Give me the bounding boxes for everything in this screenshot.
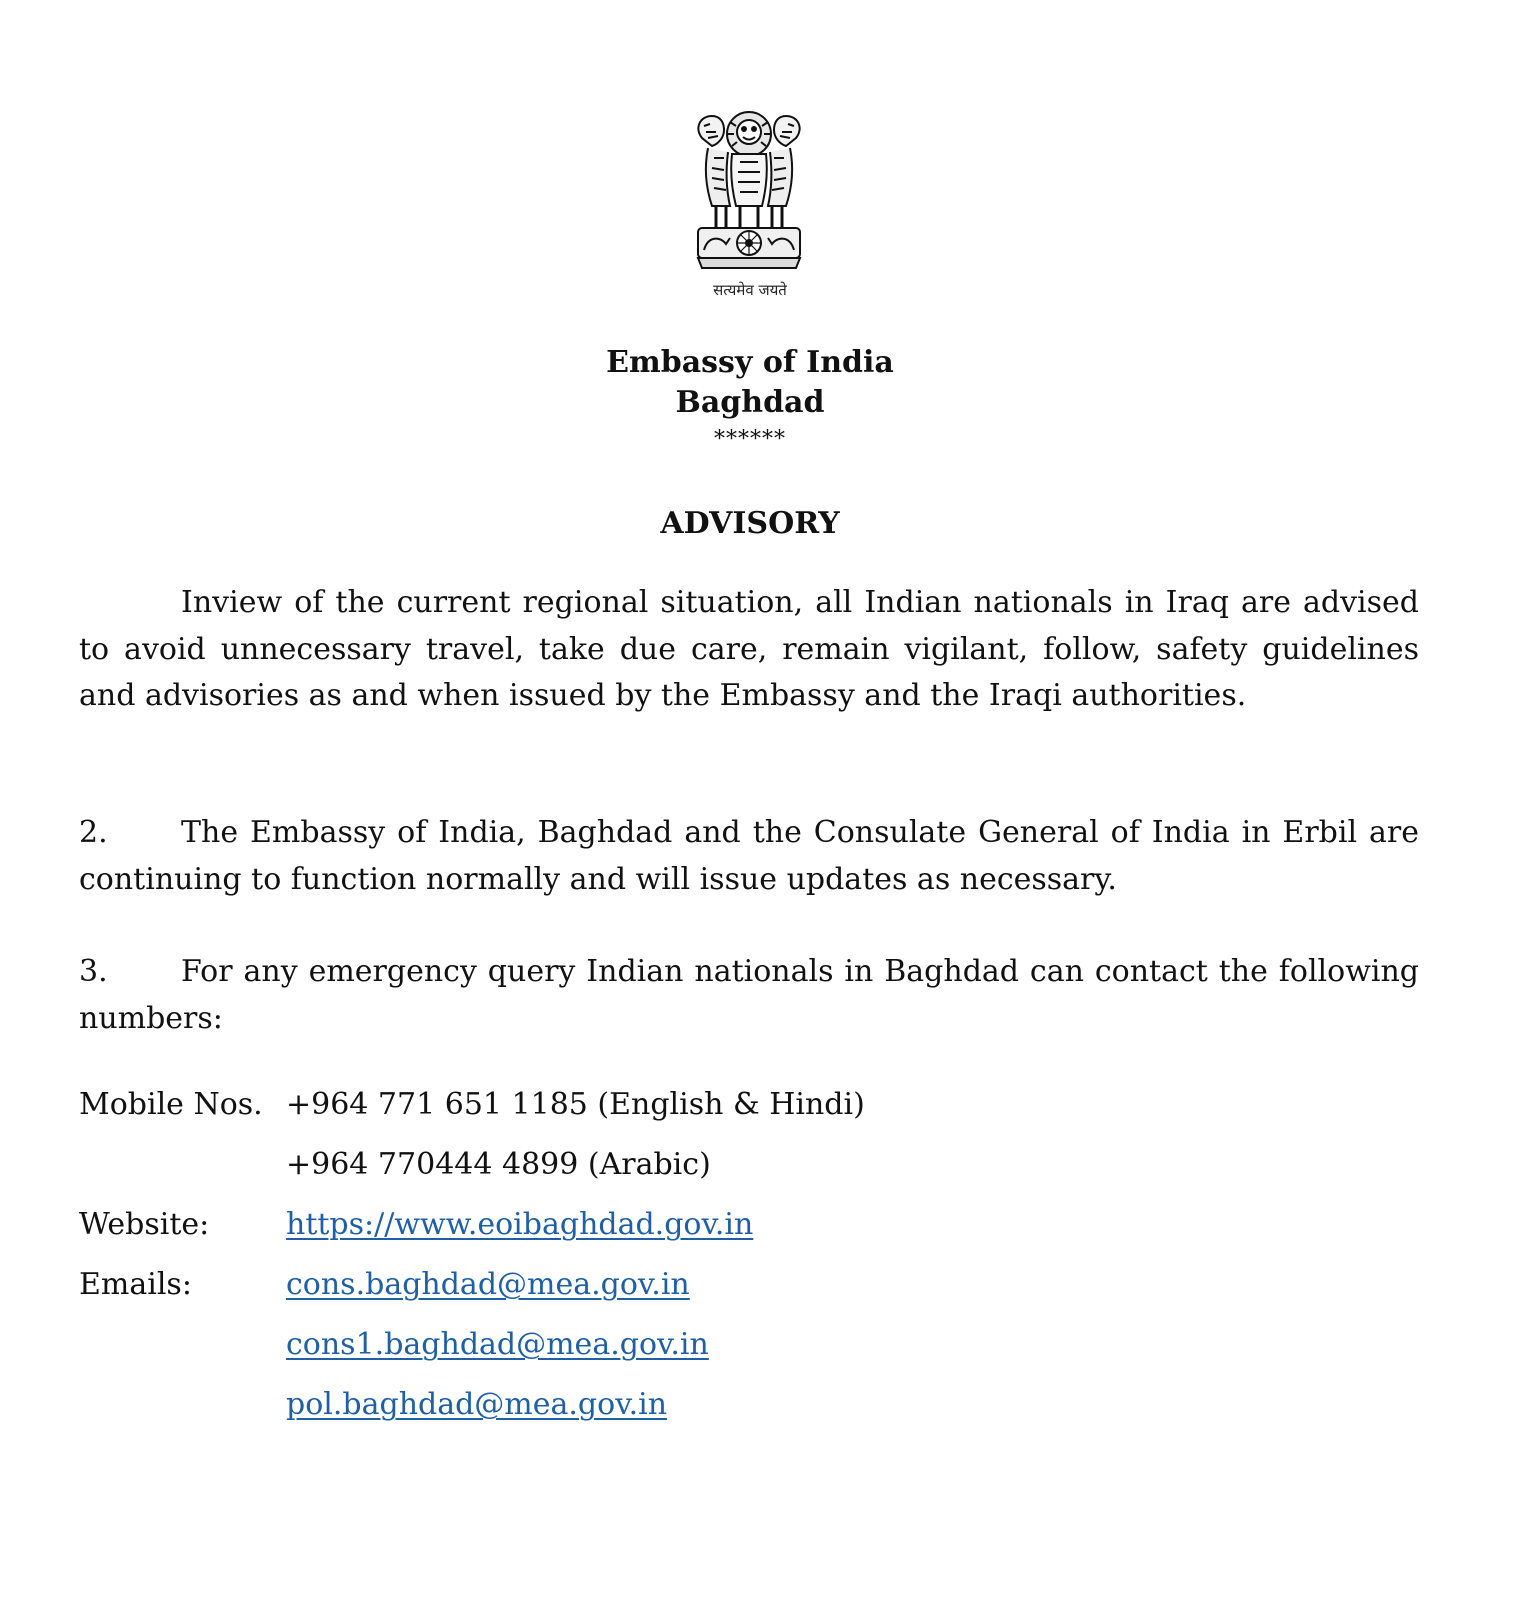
email-link-cons1[interactable]: cons1.baghdad@mea.gov.in — [286, 1327, 709, 1362]
embassy-city: Baghdad — [675, 385, 825, 420]
mobile-number-arabic: +964 770444 4899 (Arabic) — [286, 1147, 711, 1182]
document-title: ADVISORY — [660, 506, 840, 541]
paragraph-1-text: Inview of the current regional situation, all Indian nationals in Iraq are advised to avoid unnecessary travel, take due care, remain vigilant, follow, safety guidelines and advisories as and when issued by the Embassy and the Iraqi authorities. — [79, 585, 1419, 713]
emblem-motto: सत्यमेव जयते — [713, 281, 787, 299]
emails-label: Emails: — [79, 1267, 192, 1302]
email-link-pol[interactable]: pol.baghdad@mea.gov.in — [286, 1387, 668, 1422]
paragraph-3-number: 3. — [79, 954, 108, 989]
paragraph-3 — [79, 949, 1419, 1042]
paragraph-2-number: 2. — [79, 815, 108, 850]
state-emblem-lion-capital-icon — [690, 108, 808, 276]
mobile-label: Mobile Nos. — [79, 1087, 263, 1122]
paragraph-3-text: For any emergency query Indian nationals in Baghdad can contact the following numbers: — [79, 954, 1419, 1036]
paragraph-2 — [79, 810, 1419, 903]
paragraph-1 — [79, 580, 1419, 720]
website-label: Website: — [79, 1207, 210, 1242]
paragraph-2-text: The Embassy of India, Baghdad and the Consulate General of India in Erbil are continuing to function normally and will issue updates as necessary. — [79, 815, 1419, 897]
mobile-number-english-hindi: +964 771 651 1185 (English & Hindi) — [286, 1087, 865, 1122]
email-link-cons[interactable]: cons.baghdad@mea.gov.in — [286, 1267, 690, 1302]
website-link[interactable]: https://www.eoibaghdad.gov.in — [286, 1207, 754, 1242]
embassy-name: Embassy of India — [606, 345, 894, 380]
header-separator: ****** — [714, 427, 786, 452]
